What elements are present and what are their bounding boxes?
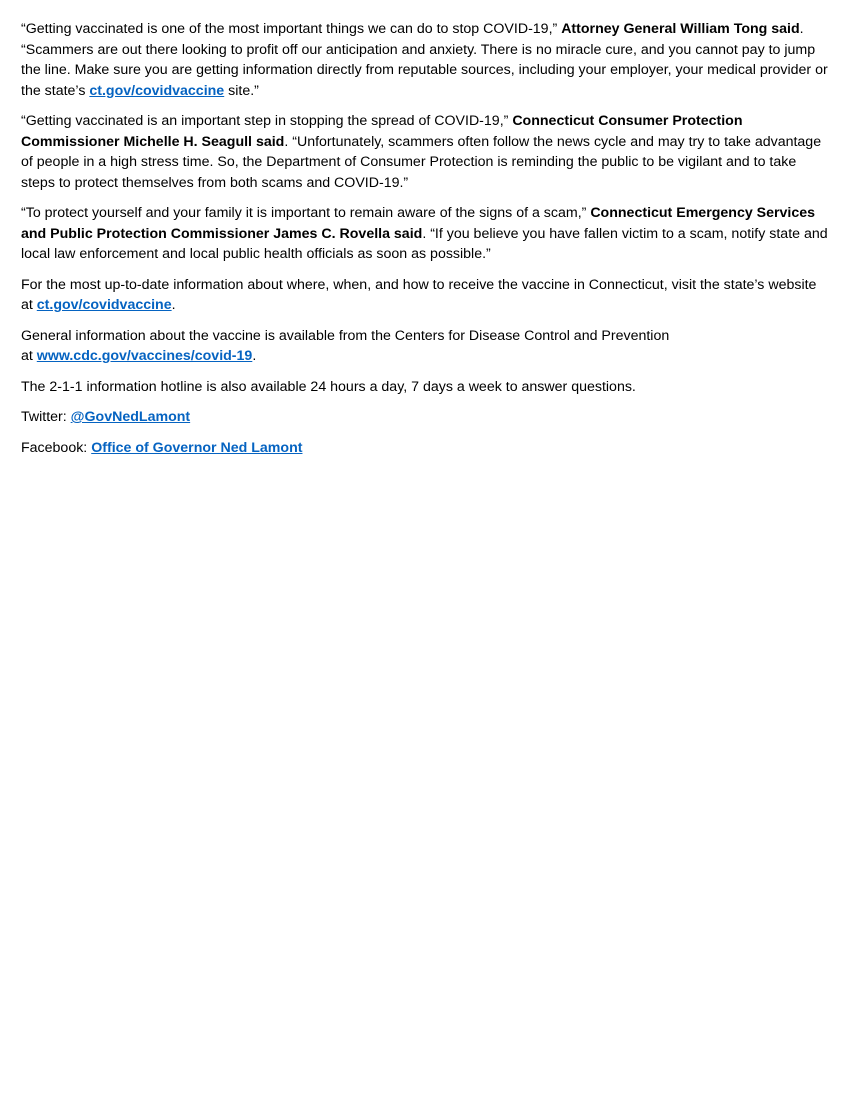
tong-quote-close: site.” <box>224 82 259 99</box>
tong-quote-rest: . “Scammers are out there looking to profit off our anticipation and anxiety. There is no miracle cure, and you cannot pay to jump the line. Make sure you are getting information directly from reputable sources, including your employer, your medical provider or the state’s <box>21 21 828 99</box>
rovella-speaker: Connecticut Emergency Services and Public Protection Commissioner James C. Rovella said <box>21 205 816 242</box>
rovella-quote-paragraph <box>21 203 830 265</box>
tong-quote-open: “Getting vaccinated is one of the most important things we can do to stop COVID-19,” <box>21 21 562 37</box>
rovella-quote-open: “To protect yourself and your family it is important to remain aware of the signs of a scam,” <box>21 205 591 221</box>
seagull-quote-paragraph <box>21 111 830 193</box>
state-website-end: . <box>171 297 176 313</box>
rovella-quote-rest: . “If you believe you have fallen victim to a scam, notify state and local law enforcement and local public health officials as soon as possible.” <box>21 225 828 262</box>
twitter-handle-link[interactable]: @GovNedLamont <box>70 409 191 425</box>
cdc-info-end: . <box>252 348 257 364</box>
tong-speaker: Attorney General William Tong said <box>561 21 800 37</box>
facebook-paragraph <box>21 438 830 459</box>
state-website-paragraph <box>21 275 830 316</box>
state-covidvaccine-link[interactable]: ct.gov/covidvaccine <box>36 297 172 313</box>
twitter-paragraph <box>21 407 830 428</box>
cdc-info-at: at <box>21 348 37 364</box>
cdc-info-text: General information about the vaccine is available from the Centers for Disease Control and Prevention <box>21 327 670 344</box>
seagull-quote-rest: . “Unfortunately, scammers often follow the news cycle and may try to take advantage of people in a high stress time. So, the Department of Consumer Protection is reminding the public to be vigilant and to take steps to protect themselves from both scams and COVID-19.” <box>21 133 822 191</box>
hotline-paragraph: The 2-1-1 information hotline is also available 24 hours a day, 7 days a week to answer questions. <box>21 378 636 395</box>
facebook-label: Facebook: <box>21 439 92 456</box>
state-website-text: For the most up-to-date information about where, when, and how to receive the vaccine in Connecticut, visit the state’s website at <box>21 276 817 313</box>
seagull-quote-open: “Getting vaccinated is an important step in stopping the spread of COVID-19,” <box>21 113 513 129</box>
tong-quote-paragraph <box>21 19 830 101</box>
twitter-label: Twitter: <box>21 409 71 425</box>
cdc-covid-link[interactable]: www.cdc.gov/vaccines/covid-19 <box>36 348 253 364</box>
facebook-page-link[interactable]: Office of Governor Ned Lamont <box>91 439 303 456</box>
seagull-speaker: Connecticut Consumer Protection Commissioner Michelle H. Seagull said <box>21 113 743 150</box>
covidvaccine-link[interactable]: ct.gov/covidvaccine <box>89 82 225 99</box>
cdc-info-paragraph <box>21 326 830 367</box>
